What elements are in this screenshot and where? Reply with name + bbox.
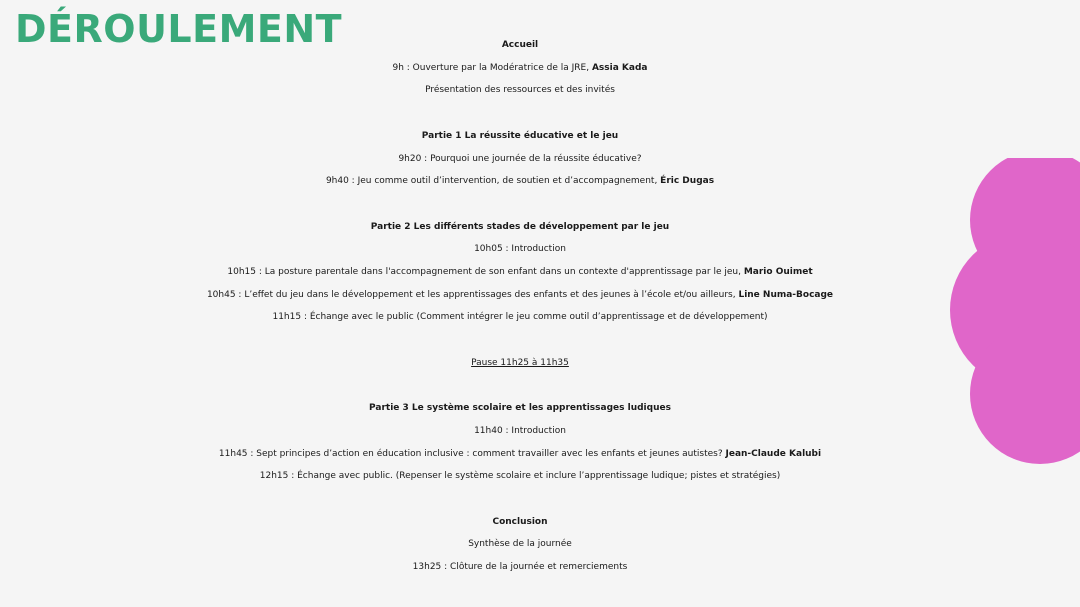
- agenda-item: Synthèse de la journée: [468, 539, 572, 550]
- section-heading-conclusion: Conclusion: [492, 516, 548, 527]
- agenda-item: 13h25 : Clôture de la journée et remerciements: [412, 562, 628, 573]
- page-title: DÉROULEMENT: [15, 7, 343, 51]
- speaker-name: Assia Kada: [591, 62, 648, 73]
- section-heading-accueil: Accueil: [501, 40, 539, 50]
- agenda-item: 9h40 : Jeu comme outil d’intervention, de soutien et d’accompagnement, Éric Dugas: [325, 176, 715, 187]
- section-heading-partie2: Partie 2 Les différents stades de développement par le jeu: [370, 221, 670, 232]
- pause-label: Pause 11h25 à 11h35: [471, 357, 569, 368]
- agenda-item: 12h15 : Échange avec public. (Repenser le système scolaire et inclure l’apprentissage ludique; pistes et stratégies): [259, 471, 781, 482]
- agenda-item: 11h45 : Sept principes d’action en éducation inclusive : comment travailler avec les enfants et jeunes autistes? Jean-Claude Kalubi: [218, 448, 822, 459]
- agenda-item: Présentation des ressources et des invités: [425, 85, 615, 96]
- agenda-item: 10h45 : L’effet du jeu dans le développement et les apprentissages des enfants et des jeunes à l’école et/ou ailleurs, Line Numa-Bocage: [206, 289, 834, 300]
- agenda-item: 10h15 : La posture parentale dans l'accompagnement de son enfant dans un contexte d'apprentissage par le jeu, Mario Ouimet: [227, 267, 813, 277]
- section-heading-partie1: Partie 1 La réussite éducative et le jeu: [421, 130, 619, 141]
- speaker-name: Mario Ouimet: [743, 267, 813, 277]
- speaker-name: Jean-Claude Kalubi: [725, 448, 822, 459]
- agenda-item: 11h40 : Introduction: [474, 425, 566, 436]
- agenda: [0, 34, 1040, 579]
- section-heading-partie3: Partie 3 Le système scolaire et les apprentissages ludiques: [369, 403, 671, 414]
- agenda-item: 9h20 : Pourquoi une journée de la réussite éducative?: [398, 153, 642, 164]
- agenda-item: 11h15 : Échange avec le public (Comment intégrer le jeu comme outil d’apprentissage et de développement): [272, 312, 768, 323]
- agenda-item: 10h05 : Introduction: [474, 244, 566, 255]
- speaker-name: Line Numa-Bocage: [738, 289, 834, 300]
- agenda-item: 9h : Ouverture par la Modératrice de la JRE, Assia Kada: [392, 62, 648, 73]
- speaker-name: Éric Dugas: [660, 176, 715, 187]
